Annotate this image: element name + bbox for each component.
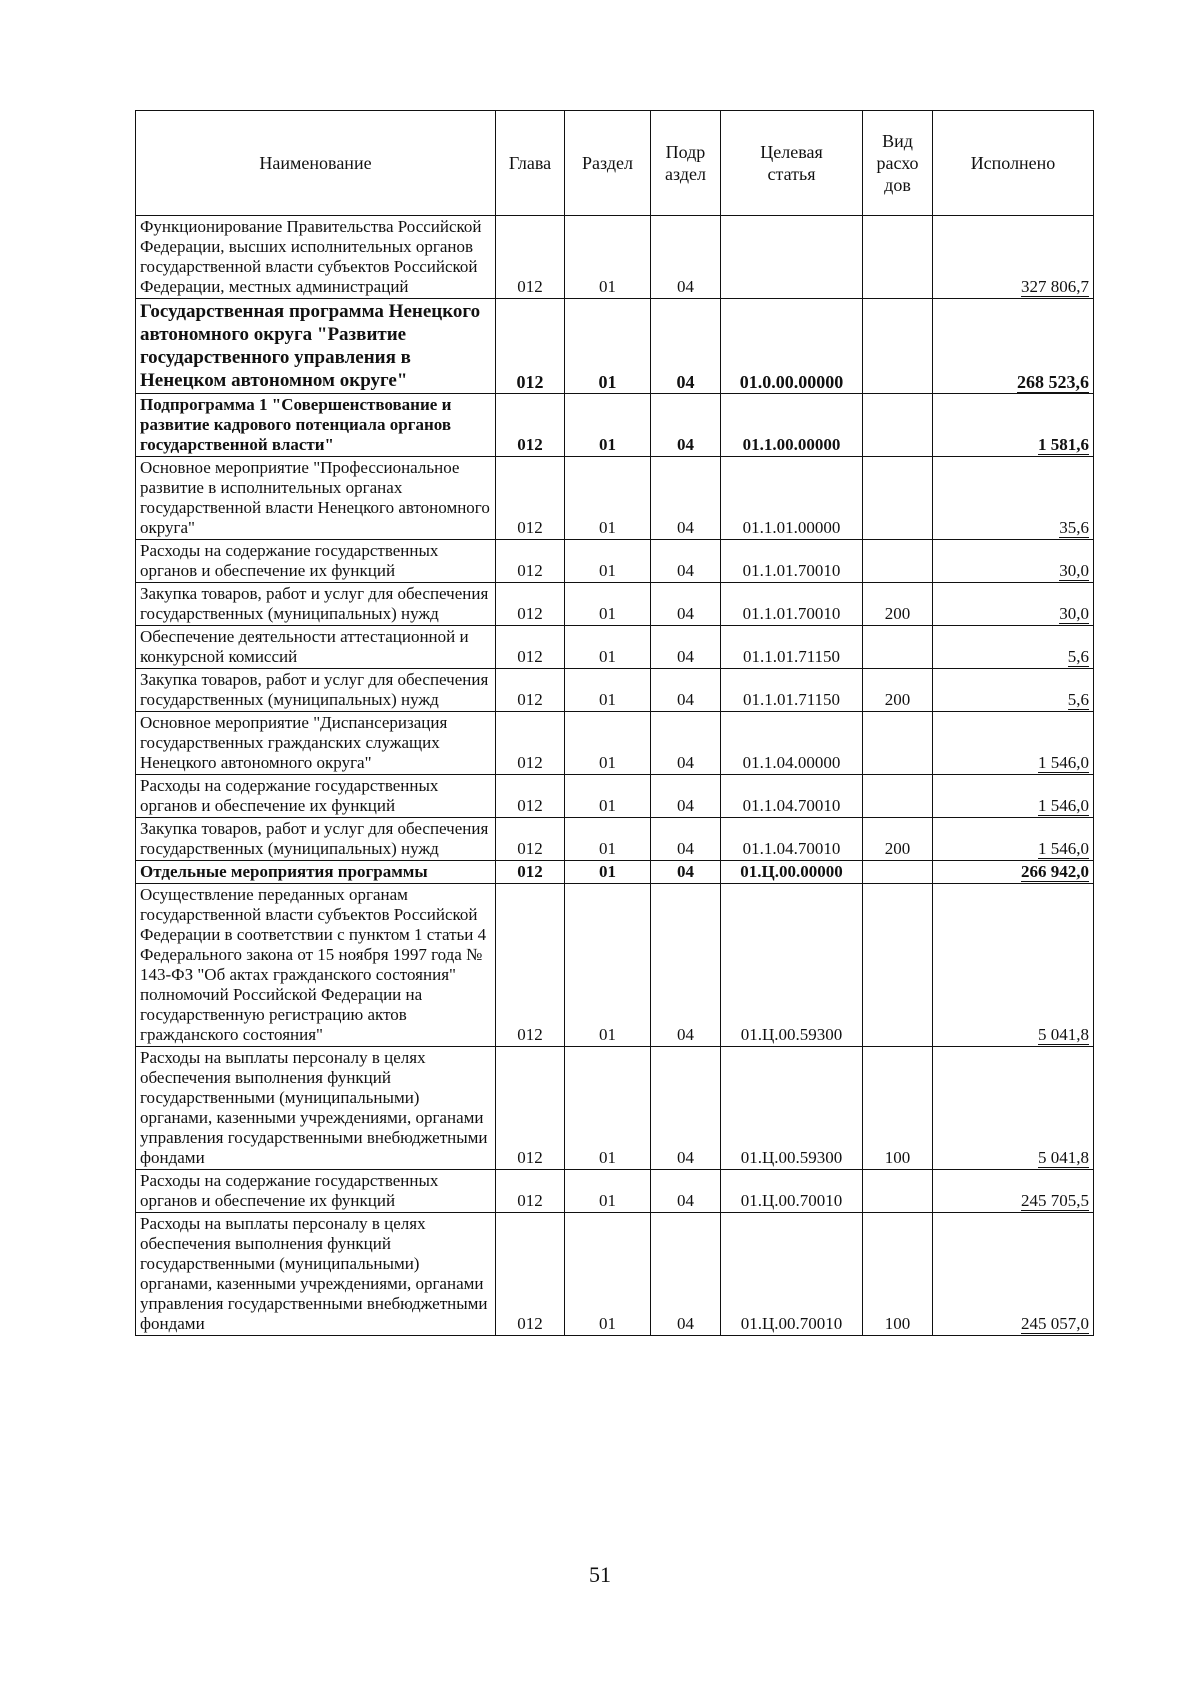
ispolneno-value: 30,0	[1059, 604, 1089, 623]
cell-celevaya-statya: 01.1.01.70010	[721, 583, 863, 626]
table-row	[136, 775, 1094, 818]
cell-celevaya-statya: 01.1.04.70010	[721, 818, 863, 861]
cell-razdel: 01	[565, 626, 651, 669]
header-celevaya-line: статья	[767, 164, 816, 184]
cell-razdel: 01	[565, 712, 651, 775]
cell-celevaya-statya: 01.Ц.00.59300	[721, 884, 863, 1047]
cell-podrazdel: 04	[651, 583, 721, 626]
cell-glava: 012	[496, 216, 565, 299]
cell-celevaya-statya: 01.1.01.00000	[721, 457, 863, 540]
cell-podrazdel: 04	[651, 712, 721, 775]
cell-glava: 012	[496, 583, 565, 626]
ispolneno-value: 5 041,8	[1038, 1148, 1089, 1167]
table-row	[136, 457, 1094, 540]
table-row	[136, 1213, 1094, 1336]
cell-celevaya-statya: 01.Ц.00.59300	[721, 1047, 863, 1170]
ispolneno-value: 268 523,6	[1017, 372, 1089, 392]
header-vid-line: дов	[884, 175, 911, 195]
cell-podrazdel: 04	[651, 669, 721, 712]
cell-vid-rashodov	[863, 712, 933, 775]
cell-razdel: 01	[565, 540, 651, 583]
cell-ispolneno	[933, 1170, 1094, 1213]
cell-naimenovanie: Отдельные мероприятия программы	[136, 861, 496, 884]
cell-glava: 012	[496, 540, 565, 583]
cell-glava: 012	[496, 457, 565, 540]
cell-podrazdel: 04	[651, 394, 721, 457]
ispolneno-value: 266 942,0	[1021, 862, 1089, 881]
cell-ispolneno	[933, 818, 1094, 861]
cell-ispolneno	[933, 216, 1094, 299]
cell-vid-rashodov	[863, 884, 933, 1047]
cell-glava: 012	[496, 1213, 565, 1336]
cell-naimenovanie: Закупка товаров, работ и услуг для обеспечения государственных (муниципальных) нужд	[136, 669, 496, 712]
table-row	[136, 299, 1094, 394]
cell-glava: 012	[496, 818, 565, 861]
cell-ispolneno	[933, 299, 1094, 394]
cell-ispolneno	[933, 457, 1094, 540]
cell-naimenovanie: Подпрограмма 1 "Совершенствование и развитие кадрового потенциала органов государственной власти"	[136, 394, 496, 457]
cell-naimenovanie: Расходы на содержание государственных органов и обеспечение их функций	[136, 1170, 496, 1213]
cell-razdel: 01	[565, 861, 651, 884]
cell-podrazdel: 04	[651, 1213, 721, 1336]
cell-celevaya-statya: 01.1.01.71150	[721, 626, 863, 669]
cell-celevaya-statya: 01.1.01.70010	[721, 540, 863, 583]
header-vid-line: расхо	[876, 153, 919, 173]
cell-podrazdel: 04	[651, 626, 721, 669]
cell-glava: 012	[496, 669, 565, 712]
cell-ispolneno	[933, 540, 1094, 583]
ispolneno-value: 5,6	[1067, 690, 1089, 709]
table-header-row	[136, 111, 1094, 216]
cell-glava: 012	[496, 299, 565, 394]
table-body	[136, 216, 1094, 1336]
cell-vid-rashodov	[863, 1170, 933, 1213]
table-row	[136, 583, 1094, 626]
cell-podrazdel: 04	[651, 1170, 721, 1213]
cell-glava: 012	[496, 1170, 565, 1213]
table-row	[136, 540, 1094, 583]
cell-celevaya-statya: 01.Ц.00.00000	[721, 861, 863, 884]
table-row	[136, 1047, 1094, 1170]
cell-ispolneno	[933, 861, 1094, 884]
cell-ispolneno	[933, 1213, 1094, 1336]
cell-glava: 012	[496, 712, 565, 775]
cell-glava: 012	[496, 626, 565, 669]
ispolneno-value: 245 705,5	[1021, 1191, 1089, 1210]
cell-podrazdel: 04	[651, 1047, 721, 1170]
table-row	[136, 394, 1094, 457]
cell-naimenovanie: Закупка товаров, работ и услуг для обеспечения государственных (муниципальных) нужд	[136, 818, 496, 861]
table-row	[136, 818, 1094, 861]
cell-podrazdel: 04	[651, 818, 721, 861]
cell-celevaya-statya: 01.Ц.00.70010	[721, 1213, 863, 1336]
header-vid-rashodov	[863, 111, 933, 216]
ispolneno-value: 30,0	[1059, 561, 1089, 580]
cell-vid-rashodov	[863, 540, 933, 583]
cell-razdel: 01	[565, 884, 651, 1047]
cell-naimenovanie: Функционирование Правительства Российской Федерации, высших исполнительных органов государственной власти субъектов Российской Федерации, местных администраций	[136, 216, 496, 299]
header-podrazdel-line: Подр	[665, 142, 706, 162]
cell-razdel: 01	[565, 818, 651, 861]
cell-razdel: 01	[565, 299, 651, 394]
cell-razdel: 01	[565, 775, 651, 818]
cell-glava: 012	[496, 884, 565, 1047]
cell-podrazdel: 04	[651, 457, 721, 540]
cell-podrazdel: 04	[651, 540, 721, 583]
ispolneno-value: 5,6	[1067, 647, 1089, 666]
cell-razdel: 01	[565, 1047, 651, 1170]
header-razdel: Раздел	[565, 111, 651, 216]
cell-naimenovanie: Основное мероприятие "Профессиональное развитие в исполнительных органах государственной власти Ненецкого автономного округа"	[136, 457, 496, 540]
cell-celevaya-statya: 01.1.01.71150	[721, 669, 863, 712]
ispolneno-value: 245 057,0	[1021, 1314, 1089, 1333]
cell-vid-rashodov	[863, 394, 933, 457]
cell-celevaya-statya: 01.1.04.00000	[721, 712, 863, 775]
cell-razdel: 01	[565, 216, 651, 299]
cell-razdel: 01	[565, 583, 651, 626]
table-row	[136, 1170, 1094, 1213]
header-celevaya-line: Целевая	[760, 142, 823, 162]
cell-podrazdel: 04	[651, 861, 721, 884]
cell-ispolneno	[933, 712, 1094, 775]
cell-celevaya-statya: 01.1.04.70010	[721, 775, 863, 818]
cell-vid-rashodov	[863, 299, 933, 394]
cell-celevaya-statya	[721, 216, 863, 299]
table-row	[136, 626, 1094, 669]
cell-razdel: 01	[565, 394, 651, 457]
header-naimenovanie: Наименование	[136, 111, 496, 216]
cell-podrazdel: 04	[651, 299, 721, 394]
cell-ispolneno	[933, 583, 1094, 626]
cell-glava: 012	[496, 1047, 565, 1170]
cell-ispolneno	[933, 884, 1094, 1047]
cell-podrazdel: 04	[651, 775, 721, 818]
header-celevaya-statya	[721, 111, 863, 216]
cell-glava: 012	[496, 394, 565, 457]
cell-vid-rashodov: 200	[863, 669, 933, 712]
cell-naimenovanie: Государственная программа Ненецкого автономного округа "Развитие государственного управления в Ненецком автономном округе"	[136, 299, 496, 394]
cell-vid-rashodov	[863, 626, 933, 669]
cell-naimenovanie: Обеспечение деятельности аттестационной и конкурсной комиссий	[136, 626, 496, 669]
cell-vid-rashodov	[863, 775, 933, 818]
header-podrazdel-line: аздел	[665, 164, 706, 184]
table-row	[136, 884, 1094, 1047]
header-glava: Глава	[496, 111, 565, 216]
table-row	[136, 669, 1094, 712]
ispolneno-value: 1 546,0	[1038, 753, 1089, 772]
cell-razdel: 01	[565, 1213, 651, 1336]
cell-naimenovanie: Расходы на содержание государственных органов и обеспечение их функций	[136, 775, 496, 818]
cell-vid-rashodov: 100	[863, 1047, 933, 1170]
cell-vid-rashodov	[863, 216, 933, 299]
ispolneno-value: 35,6	[1059, 518, 1089, 537]
cell-celevaya-statya: 01.Ц.00.70010	[721, 1170, 863, 1213]
ispolneno-value: 5 041,8	[1038, 1025, 1089, 1044]
cell-ispolneno	[933, 669, 1094, 712]
cell-podrazdel: 04	[651, 216, 721, 299]
header-vid-line: Вид	[882, 131, 913, 151]
cell-razdel: 01	[565, 457, 651, 540]
table-row	[136, 712, 1094, 775]
ispolneno-value: 1 546,0	[1038, 839, 1089, 858]
cell-ispolneno	[933, 775, 1094, 818]
ispolneno-value: 1 546,0	[1038, 796, 1089, 815]
cell-celevaya-statya: 01.0.00.00000	[721, 299, 863, 394]
cell-podrazdel: 04	[651, 884, 721, 1047]
header-ispolneno: Исполнено	[933, 111, 1094, 216]
budget-table	[135, 110, 1094, 1336]
table-row	[136, 216, 1094, 299]
cell-razdel: 01	[565, 1170, 651, 1213]
cell-naimenovanie: Расходы на выплаты персоналу в целях обеспечения выполнения функций государственными (муниципальными) органами, казенными учреждениями, органами управления государственными внебюджетными фондами	[136, 1213, 496, 1336]
cell-celevaya-statya: 01.1.00.00000	[721, 394, 863, 457]
cell-vid-rashodov	[863, 861, 933, 884]
cell-vid-rashodov: 200	[863, 818, 933, 861]
cell-vid-rashodov: 100	[863, 1213, 933, 1336]
cell-naimenovanie: Осуществление переданных органам государственной власти субъектов Российской Федерации в соответствии с пунктом 1 статьи 4 Федерального закона от 15 ноября 1997 года № 143-ФЗ "Об актах гражданского состояния" полномочий Российской Федерации на государственную регистрацию актов гражданского состояния"	[136, 884, 496, 1047]
cell-razdel: 01	[565, 669, 651, 712]
cell-ispolneno	[933, 626, 1094, 669]
ispolneno-value: 1 581,6	[1038, 435, 1089, 454]
cell-ispolneno	[933, 394, 1094, 457]
page-number: 51	[589, 1562, 611, 1587]
cell-naimenovanie: Закупка товаров, работ и услуг для обеспечения государственных (муниципальных) нужд	[136, 583, 496, 626]
cell-vid-rashodov: 200	[863, 583, 933, 626]
cell-naimenovanie: Расходы на выплаты персоналу в целях обеспечения выполнения функций государственными (муниципальными) органами, казенными учреждениями, органами управления государственными внебюджетными фондами	[136, 1047, 496, 1170]
cell-vid-rashodov	[863, 457, 933, 540]
table-row	[136, 861, 1094, 884]
cell-ispolneno	[933, 1047, 1094, 1170]
cell-naimenovanie: Основное мероприятие "Диспансеризация государственных гражданских служащих Ненецкого автономного округа"	[136, 712, 496, 775]
cell-glava: 012	[496, 861, 565, 884]
cell-naimenovanie: Расходы на содержание государственных органов и обеспечение их функций	[136, 540, 496, 583]
cell-glava: 012	[496, 775, 565, 818]
ispolneno-value: 327 806,7	[1021, 277, 1089, 296]
header-podrazdel	[651, 111, 721, 216]
